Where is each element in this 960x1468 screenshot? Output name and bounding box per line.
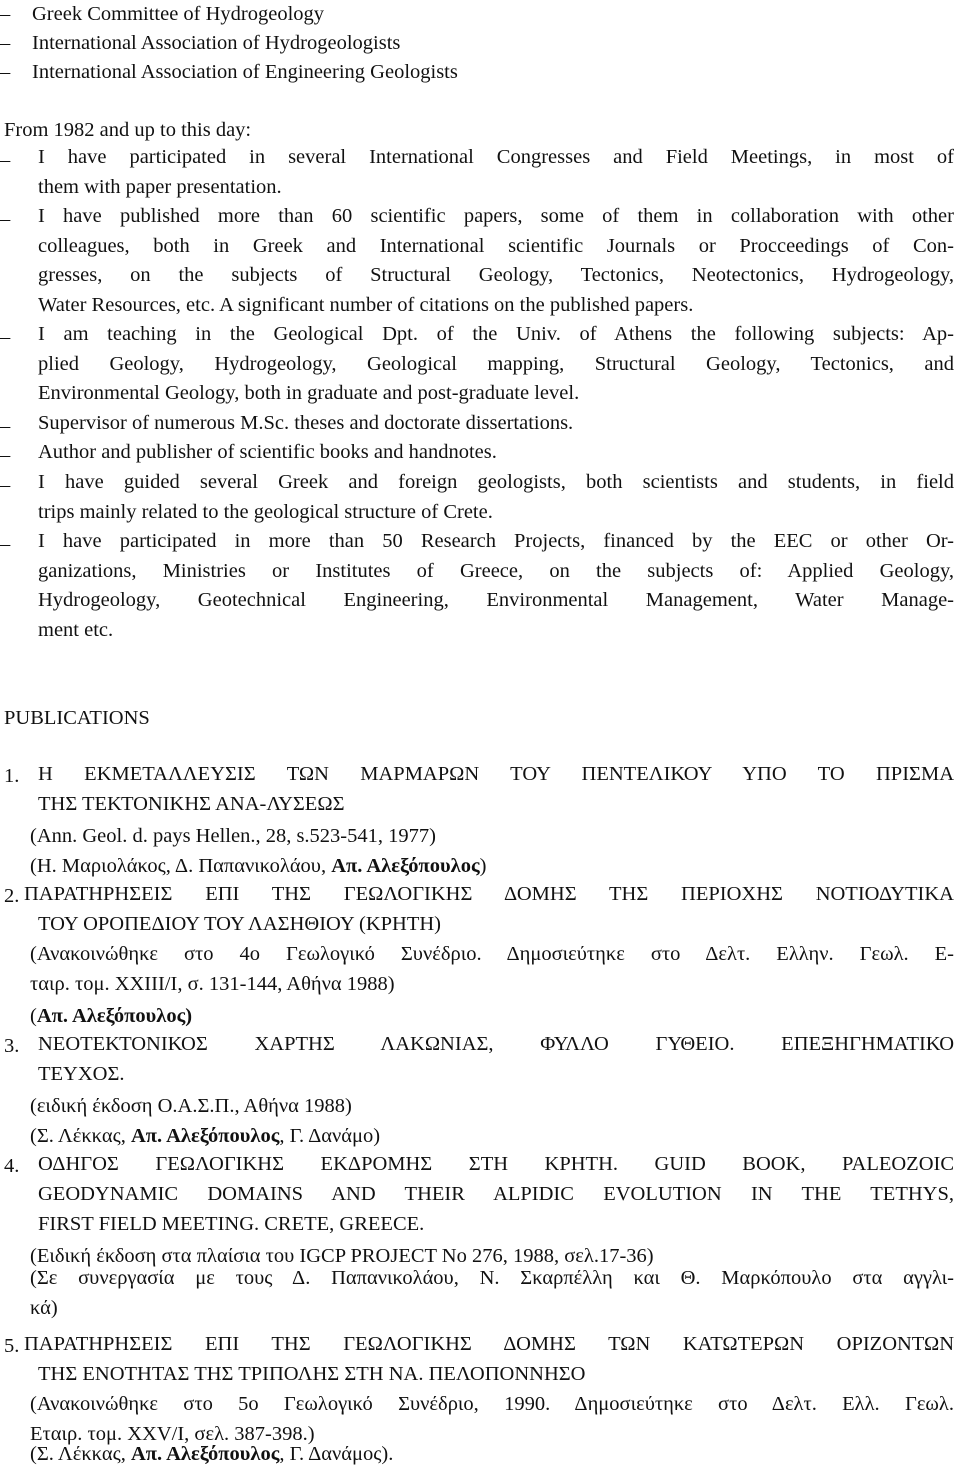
publication-title-line: FIRST FIELD MEETING. CRETE, GREECE.	[38, 1213, 425, 1235]
publication-authors: (Απ. Αλεξόπουλος)	[30, 1005, 193, 1027]
list-dash: –	[0, 149, 11, 171]
publication-title-line: ΤΟΥ ΟΡΟΠΕΔΙΟΥ ΤΟΥ ΛΑΣΗΘΙΟΥ (ΚΡΗΤΗ)	[38, 913, 441, 935]
publication-number: 5.	[4, 1335, 20, 1357]
publication-title-line: ΤΗΣ ΕΝΟΤΗΤΑΣ ΤΗΣ ΤΡΙΠΟΛΗΣ ΣΤΗ ΝΑ. ΠΕΛΟΠΟΝΝΗΣΟ	[38, 1363, 586, 1385]
activity-item: I have published more than 60 scientific papers, some of them in collaboration with other colleagues, both in Greek and International scientific Journals or Procceedings of Con- gresses, on the subjects of Structural Geology, Tectonics, Neotectonics, Hydrogeology, Water Resources, etc. A significant number of citations on the published papers.	[38, 205, 954, 316]
publication-item	[38, 1149, 954, 1239]
activity-item: I am teaching in the Geological Dpt. of the Univ. of Athens the following subjects: Ap- plied Geology, Hydrogeology, Geological mapping, Structural Geology, Tectonics, and Environmental Geology, both in graduate and post-graduate level.	[38, 323, 954, 405]
publication-item	[24, 879, 954, 939]
membership-item: International Association of Engineering Geologists	[32, 61, 458, 83]
publication-authors: (Η. Μαριολάκος, Δ. Παπανικολάου, Απ. Αλεξόπουλος)	[30, 855, 487, 877]
list-dash: –	[0, 208, 11, 230]
activity-item: I have guided several Greek and foreign geologists, both scientists and students, in field trips mainly related to the geological structure of Crete.	[38, 471, 954, 523]
publication-authors: (Σ. Λέκκας, Απ. Αλεξόπουλος, Γ. Δανάμος).	[30, 1443, 394, 1465]
publications-heading: PUBLICATIONS	[4, 707, 150, 729]
publication-number: 2.	[4, 885, 20, 907]
publication-title-line: ΟΔΗΓΟΣ ΓΕΩΛΟΓΙΚΗΣ ΕΚΔΡΟΜΗΣ ΣΤΗ ΚΡΗΤΗ. GUID BOOK, PALEOZOIC	[38, 1153, 954, 1175]
activity-item: Supervisor of numerous M.Sc. theses and doctorate dissertations.	[38, 412, 574, 434]
publication-title-line: Η ΕΚΜΕΤΑΛΛΕΥΣΙΣ ΤΩΝ ΜΑΡΜΑΡΩΝ ΤΟΥ ΠΕΝΤΕΛΙΚΟΥ ΥΠΟ ΤΟ ΠΡΙΣΜΑ	[38, 763, 954, 785]
publication-note: (Ανακοινώθηκε στο 4ο Γεωλογικό Συνέδριο. Δημοσιεύτηκε στο Δελτ. Ελλην. Γεωλ. Ε- ταιρ. τομ. XXIII/I, σ. 131-144, Αθήνα 1988)	[30, 943, 954, 995]
list-dash: –	[0, 533, 11, 555]
publication-number: 3.	[4, 1035, 20, 1057]
publication-note: (ειδική έκδοση Ο.Α.Σ.Π., Αθήνα 1988)	[30, 1095, 352, 1117]
publication-note: (Ειδική έκδοση στα πλαίσια του IGCP PROJECT No 276, 1988, σελ.17-36)	[30, 1245, 654, 1267]
list-dash: –	[0, 61, 11, 83]
publication-item	[38, 759, 954, 819]
list-dash: –	[0, 326, 11, 348]
membership-item: Greek Committee of Hydrogeology	[32, 3, 325, 25]
publication-title-line: ΤΗΣ ΤΕΚΤΟΝΙΚΗΣ ΑΝΑ-ΛΥΣΕΩΣ	[38, 793, 345, 815]
list-dash: –	[0, 415, 11, 437]
since-line: From 1982 and up to this day:	[4, 119, 252, 141]
publication-title-line: ΠΑΡΑΤΗΡΗΣΕΙΣ ΕΠΙ ΤΗΣ ΓΕΩΛΟΓΙΚΗΣ ΔΟΜΗΣ ΤΗΣ ΠΕΡΙΟΧΗΣ ΝΟΤΙΟΔΥΤΙΚΑ	[24, 883, 954, 905]
activity-item: Author and publisher of scientific books and handnotes.	[38, 441, 497, 463]
publication-title-line: ΤΕΥΧΟΣ.	[38, 1063, 125, 1085]
list-dash: –	[0, 474, 11, 496]
publication-item	[24, 1329, 954, 1389]
publication-title-line: ΝΕΟΤΕΚΤΟΝΙΚΟΣ ΧΑΡΤΗΣ ΛΑΚΩΝΙΑΣ, ΦΥΛΛΟ ΓΥΘΕΙΟ. ΕΠΕΞΗΓΗΜΑΤΙΚΟ	[38, 1033, 954, 1055]
publication-title-line: ΠΑΡΑΤΗΡΗΣΕΙΣ ΕΠΙ ΤΗΣ ΓΕΩΛΟΓΙΚΗΣ ΔΟΜΗΣ ΤΩΝ ΚΑΤΩΤΕΡΩΝ ΟΡΙΖΟΝΤΩΝ	[24, 1333, 954, 1355]
publication-note: (Ανακοινώθηκε στο 5ο Γεωλογικό Συνέδριο, 1990. Δημοσιεύτηκε στο Δελτ. Ελλ. Γεωλ. Εταιρ. τομ. XXV/I, σελ. 387-398.)	[30, 1393, 954, 1445]
membership-item: International Association of Hydrogeologists	[32, 32, 401, 54]
publication-note: (Ann. Geol. d. pays Hellen., 28, s.523-541, 1977)	[30, 825, 436, 847]
publication-authors: (Σ. Λέκκας, Απ. Αλεξόπουλος, Γ. Δανάμο)	[30, 1125, 381, 1147]
publication-item	[38, 1029, 954, 1089]
publication-number: 4.	[4, 1155, 20, 1177]
list-dash: –	[0, 32, 11, 54]
publication-note: (Σε συνεργασία με τους Δ. Παπανικολάου, Ν. Σκαρπέλλη και Θ. Μαρκόπουλο στα αγγλι- κά)	[30, 1267, 954, 1319]
activity-item: I have participated in more than 50 Research Projects, financed by the EEC or other Or- ganizations, Ministries or Institutes of Greece, on the subjects of: Applied Geology, Hydrogeology, Geotechnical Engineering, Environmental Management, Water Manage- ment etc.	[38, 530, 954, 641]
list-dash: –	[0, 3, 11, 25]
publication-number: 1.	[4, 765, 20, 787]
publication-title-line: GEODYNAMIC DOMAINS AND THEIR ALPIDIC EVOLUTION IN THE TETHYS,	[38, 1183, 954, 1205]
activity-item: I have participated in several International Congresses and Field Meetings, in most of them with paper presentation.	[38, 146, 954, 198]
list-dash: –	[0, 444, 11, 466]
